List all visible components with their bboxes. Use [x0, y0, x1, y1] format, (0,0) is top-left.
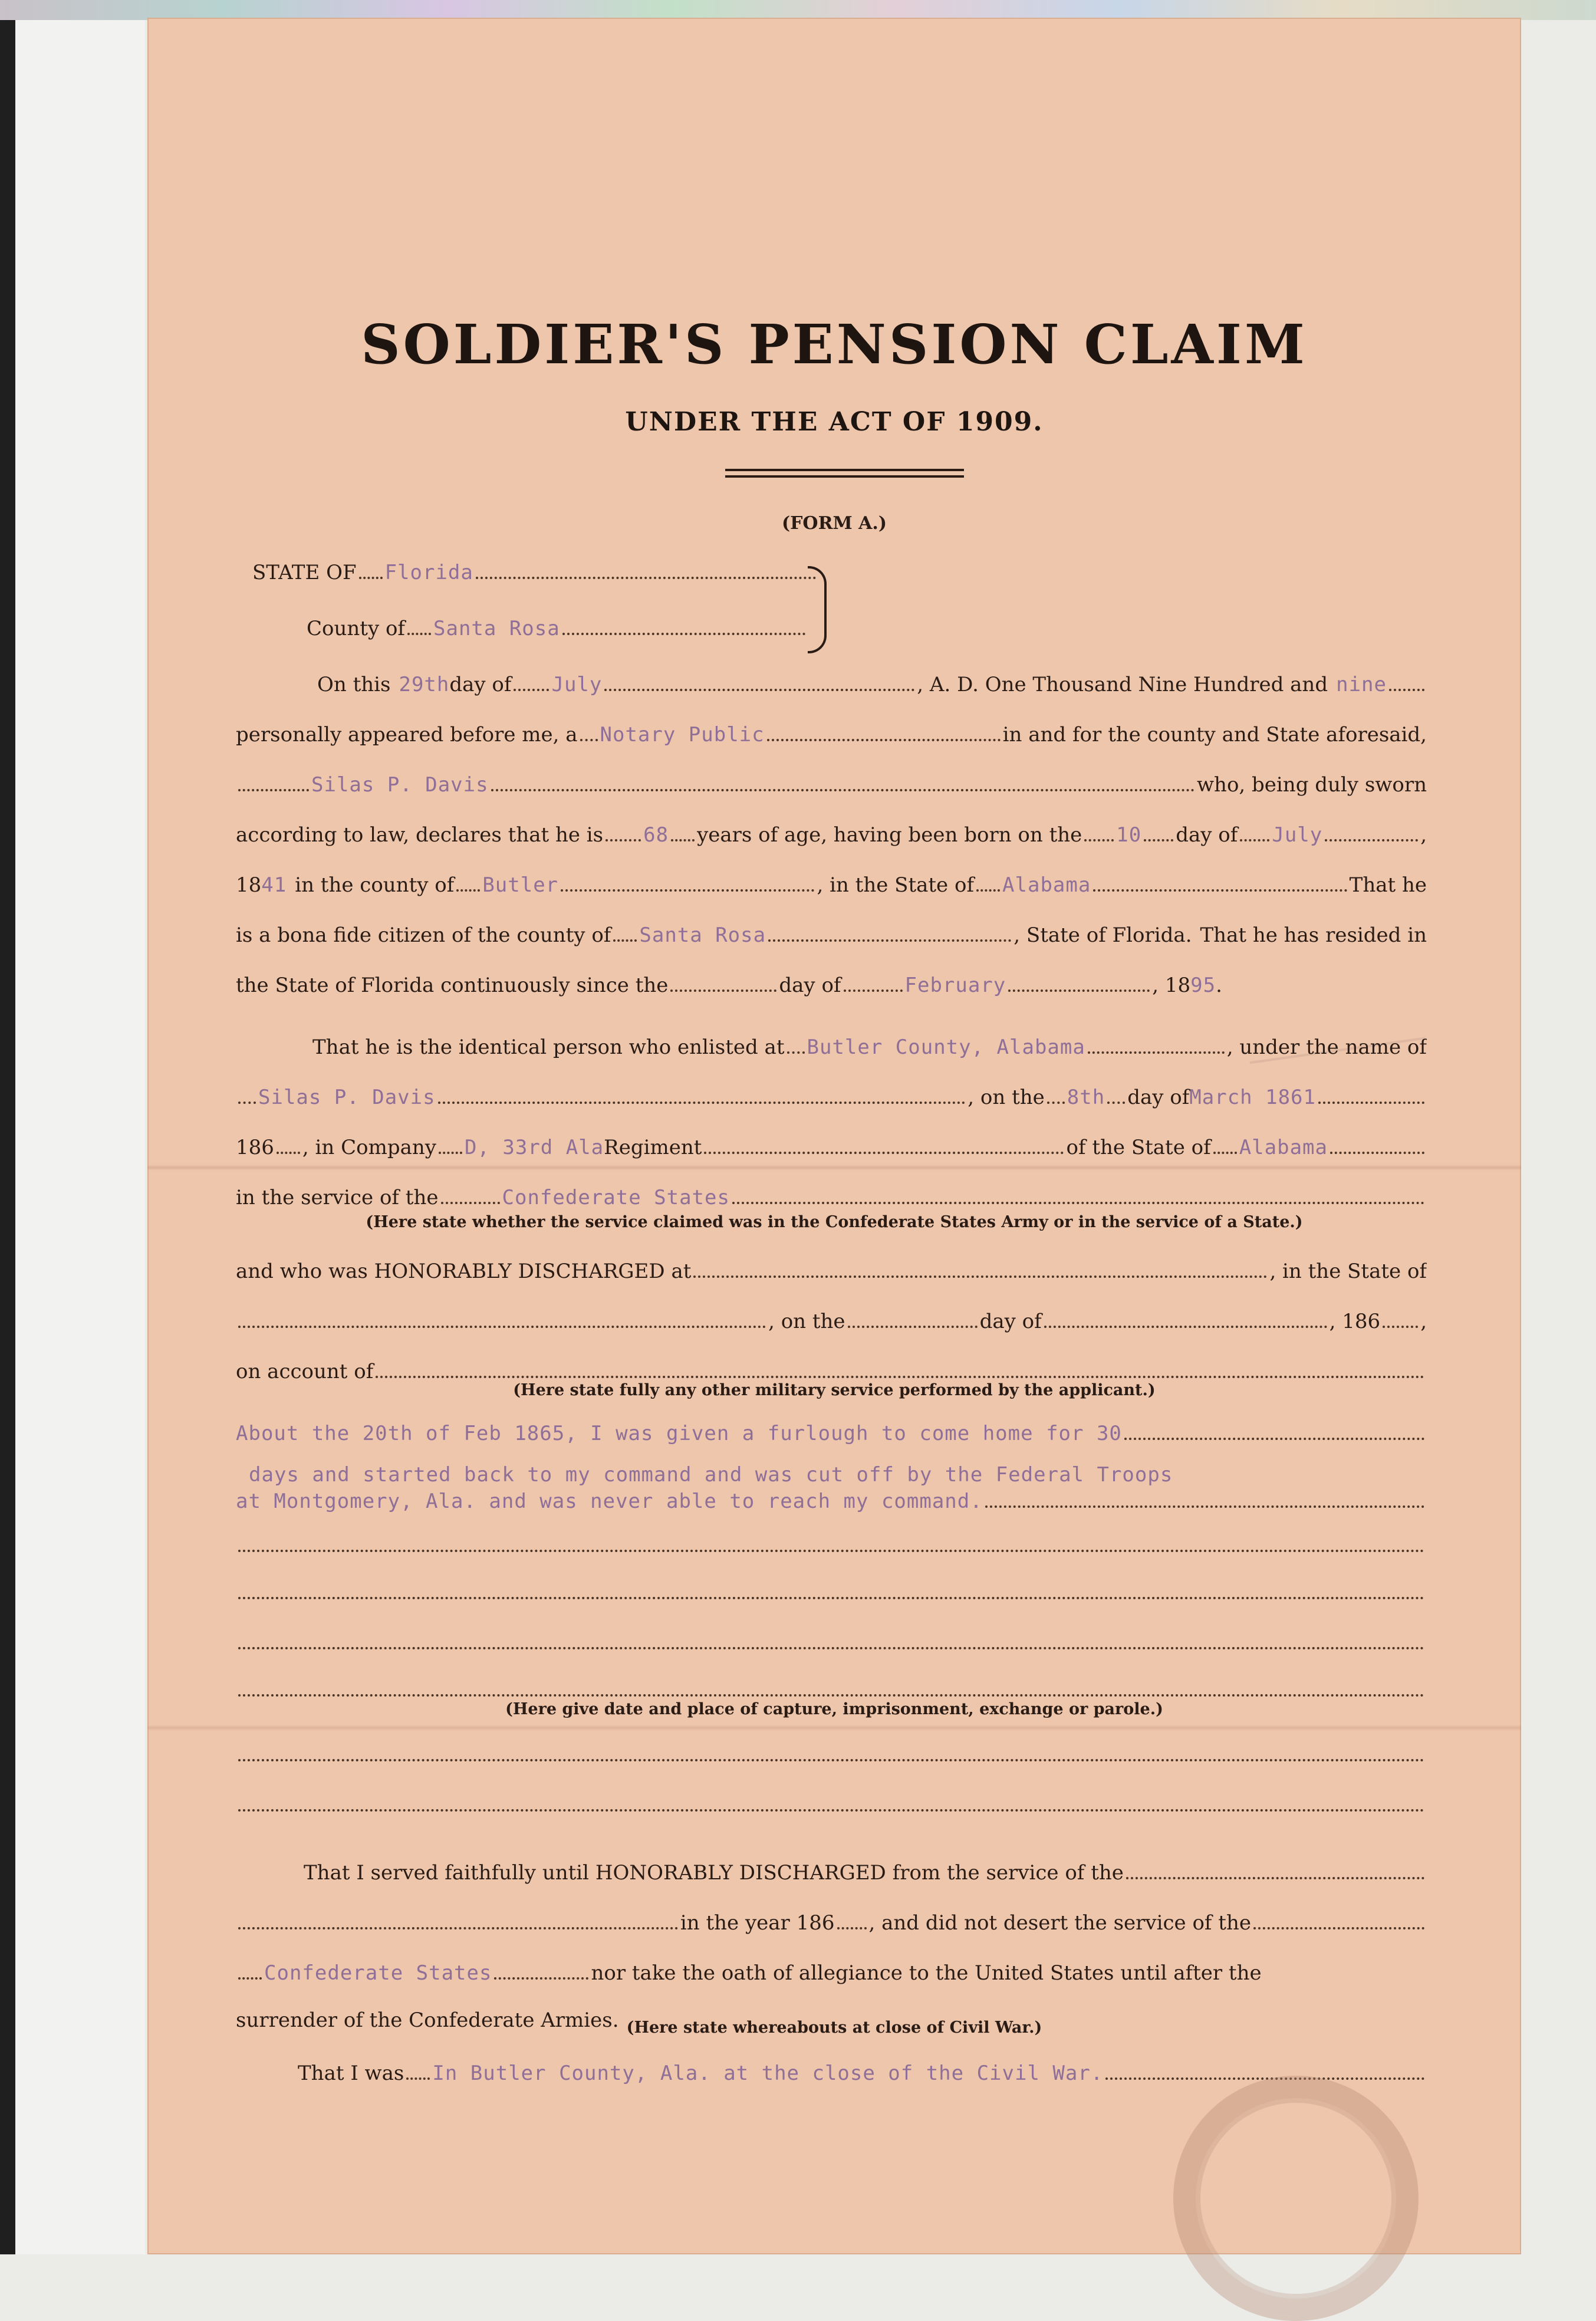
statement-line-2: days and started back to my command and was cut off by the Federal Troops	[249, 1463, 1173, 1487]
birth-state-value: Alabama	[1002, 873, 1091, 897]
enlist-day-value: 8th	[1067, 1086, 1105, 1109]
day-value: 29th	[399, 673, 450, 696]
officer-value: Notary Public	[600, 723, 765, 747]
company-value: D, 33rd Ala	[464, 1136, 604, 1159]
birth-month-value: July	[1272, 823, 1323, 847]
residence-year-value: 95	[1190, 974, 1216, 997]
other-service-instruction: (Here state fully any other military service performed by the applicant.)	[513, 1381, 1156, 1399]
whereabouts-instruction: (Here state whereabouts at close of Civil War.)	[626, 2018, 1042, 2037]
residence-line: the State of Florida continuously since the day of February , 18 95 .	[236, 974, 1222, 997]
birth-county-value: Butler	[482, 873, 559, 897]
service-value: Confederate States	[502, 1186, 730, 1209]
statement-line-3: at Montgomery, Ala. and was never able to reach my command.	[236, 1480, 1427, 1513]
blank-line	[236, 1784, 1427, 1817]
regiment-state-value: Alabama	[1239, 1136, 1328, 1159]
county-value: Santa Rosa	[433, 617, 560, 640]
date-line: On this 29th day of July , A. D. One Thousand Nine Hundred and nine	[317, 663, 1427, 696]
residence-county-value: Santa Rosa	[639, 923, 766, 947]
age-value: 68	[643, 823, 669, 847]
service-instruction: (Here state whether the service claimed was in the Confederate States Army or in the service of a State.)	[366, 1213, 1303, 1231]
blank-line	[236, 1572, 1427, 1605]
statement-line-1: About the 20th of Feb 1865, I was given a furlough to come home for 30	[236, 1412, 1427, 1445]
form-label: (FORM A.)	[781, 513, 887, 534]
year-word-value: nine	[1336, 673, 1387, 696]
birth-day-value: 10	[1116, 823, 1142, 847]
enlist-date-value: March 1861	[1189, 1086, 1316, 1109]
enlist-name-value: Silas P. Davis	[258, 1086, 436, 1109]
year-line: in the year 186 , and did not desert the service of the	[236, 1902, 1427, 1935]
whereabouts-value: In Butler County, Ala. at the close of the Civil War.	[432, 2062, 1104, 2085]
service-line: in the service of the Confederate States	[236, 1176, 1427, 1209]
whereabouts-line: That I was In Butler County, Ala. at the close of the Civil War.	[298, 2052, 1427, 2085]
residence-month-value: February	[904, 974, 1006, 997]
capture-instruction: (Here give date and place of capture, imprisonment, exchange or parole.)	[505, 1700, 1163, 1718]
state-label: STATE OF	[252, 561, 357, 584]
notary-seal-emboss	[1173, 2076, 1419, 2321]
form-subtitle: UNDER THE ACT OF 1909.	[625, 407, 1044, 437]
blank-line	[236, 1622, 1427, 1655]
title-rule	[725, 469, 964, 471]
surrender-line: surrender of the Confederate Armies.	[236, 2008, 619, 2032]
scan-dark-edge	[0, 20, 15, 2254]
state-line	[252, 551, 818, 584]
age-line: according to law, declares that he is 68 years of age, having been born on the 10 day of July ,	[236, 823, 1427, 847]
served-service-value: Confederate States	[264, 1961, 492, 1985]
scan-margin	[15, 20, 145, 2254]
blank-line	[236, 1669, 1427, 1702]
applicant-value: Silas P. Davis	[311, 773, 489, 797]
company-line: 186 , in Company D, 33rd Ala Regiment of the State of Alabama	[236, 1126, 1427, 1159]
county-label: County of	[307, 617, 406, 640]
month-value: July	[551, 673, 603, 696]
discharge-line: and who was HONORABLY DISCHARGED at , in the State of	[236, 1260, 1427, 1283]
blank-line	[236, 1734, 1427, 1767]
citizenship-line: is a bona fide citizen of the county of Santa Rosa , State of Florida. That he has resided in	[236, 923, 1427, 947]
venue-brace	[808, 566, 827, 653]
account-line: on account of	[236, 1350, 1427, 1383]
paper-fold	[147, 1725, 1521, 1731]
form-title: SOLDIER'S PENSION CLAIM	[361, 313, 1308, 376]
enlist-name-line: Silas P. Davis , on the 8th day of March 1861	[236, 1076, 1427, 1109]
officer-line: personally appeared before me, a Notary Public in and for the county and State aforesaid,	[236, 723, 1427, 747]
state-value: Florida	[384, 561, 473, 584]
applicant-line: Silas P. Davis who, being duly sworn	[236, 764, 1427, 797]
enlist-place-value: Butler County, Alabama	[807, 1035, 1085, 1059]
discharge-date-line: , on the day of , 186 ,	[236, 1300, 1427, 1333]
allegiance-line: Confederate States nor take the oath of allegiance to the United States until after the	[236, 1952, 1427, 1985]
birth-year-value: 41	[261, 873, 287, 897]
paper-fold	[147, 1165, 1521, 1171]
blank-line	[236, 1524, 1427, 1557]
county-line	[307, 607, 808, 640]
scan-color-strip	[0, 0, 1596, 20]
title-rule	[725, 475, 964, 478]
served-line: That I served faithfully until HONORABLY DISCHARGED from the service of the	[304, 1852, 1427, 1885]
birthplace-line: 18 41 in the county of Butler , in the State of Alabama That he	[236, 873, 1427, 897]
enlistment-line: That he is the identical person who enlisted at Butler County, Alabama , under the name of	[312, 1035, 1427, 1059]
